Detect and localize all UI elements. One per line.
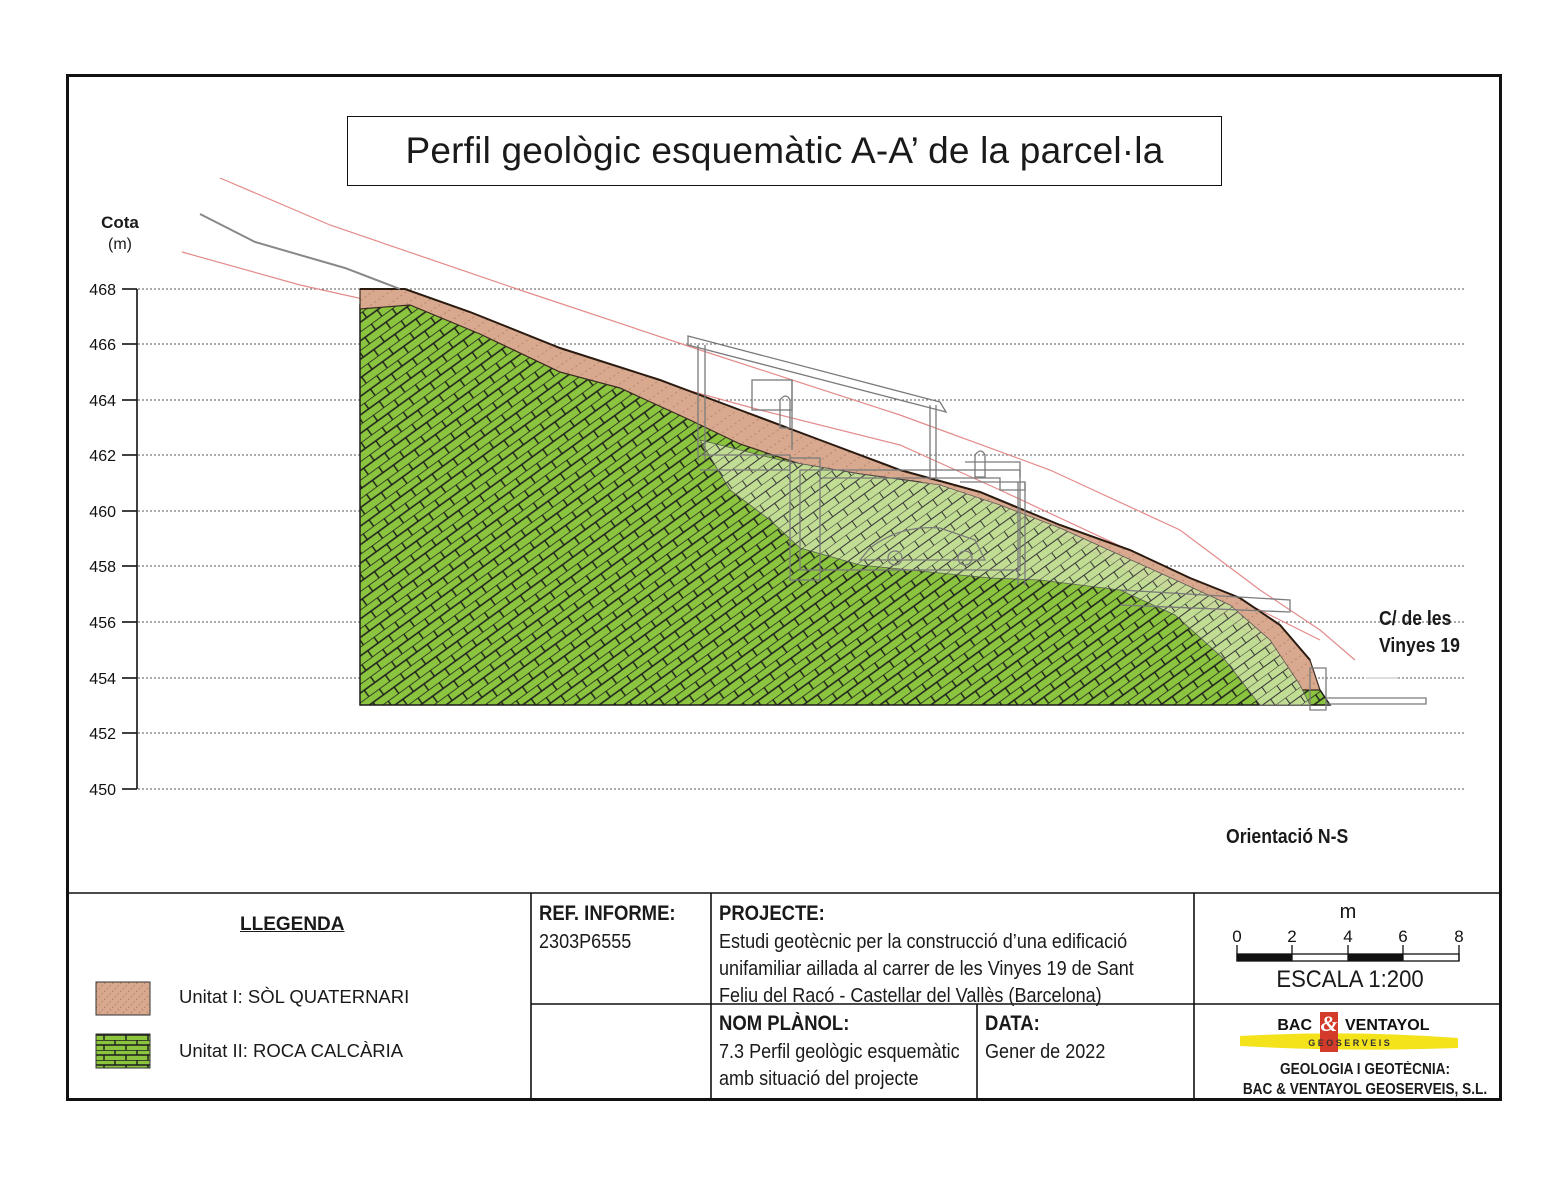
svg-text:VENTAYOL: VENTAYOL [1345,1017,1430,1034]
tick-454: 454 [89,671,116,688]
ref-value: 2303P6555 [539,930,632,953]
scale-label: ESCALA 1:200 [1276,966,1424,993]
tick-450: 450 [89,782,116,799]
ref-title: REF. INFORME: [539,902,676,925]
date-title: DATA: [985,1012,1040,1035]
svg-text:BAC: BAC [1277,1017,1312,1034]
plan-line-1: 7.3 Perfil geològic esquemàtic [719,1040,960,1063]
tick-464: 464 [89,393,116,410]
svg-text:4: 4 [1343,927,1353,946]
svg-text:2: 2 [1287,927,1297,946]
logo-line-1: GEOLOGIA I GEOTÈCNIA: [1279,1061,1451,1078]
tick-468: 468 [89,282,116,299]
tick-458: 458 [89,559,116,576]
svg-text:8: 8 [1454,927,1464,946]
street-label-line1: C/ de les [1379,608,1452,630]
tick-462: 462 [89,448,116,465]
legend-title: LLEGENDA [240,914,345,935]
diagram-title: Perfil geològic esquemàtic A-A’ de la parcel·la [347,116,1222,186]
plan-title: NOM PLÀNOL: [719,1012,850,1035]
svg-text:&: & [1320,1011,1338,1036]
tick-452: 452 [89,726,116,743]
tick-460: 460 [89,504,116,521]
scale-unit: m [1339,901,1357,923]
axis-unit: (m) [108,236,132,253]
project-line-3: Feliu del Racó - Castellar del Vallès (Barcelona) [719,984,1102,1007]
project-line-2: unifamiliar aillada al carrer de les Vinyes 19 de Sant [719,957,1134,980]
plan-line-2: amb situació del projecte [719,1067,919,1090]
svg-text:6: 6 [1398,927,1408,946]
legend-label-rock: Unitat II: ROCA CALCÀRIA [179,1040,404,1061]
orientation-label: Orientació N-S [1226,826,1349,848]
svg-text:G E O S E R V E I S: G E O S E R V E I S [1308,1038,1390,1048]
project-title: PROJECTE: [719,902,825,925]
street-label-line2: Vinyes 19 [1379,635,1460,657]
tick-466: 466 [89,337,116,354]
tick-456: 456 [89,615,116,632]
logo-line-2: BAC & VENTAYOL GEOSERVEIS, S.L. [1242,1081,1488,1098]
project-line-1: Estudi geotècnic per la construcció d’una edificació [719,930,1128,953]
svg-text:0: 0 [1232,927,1242,946]
legend-label-soil: Unitat I: SÒL QUATERNARI [179,986,410,1007]
date-value: Gener de 2022 [985,1040,1106,1063]
axis-title: Cota [101,213,139,232]
